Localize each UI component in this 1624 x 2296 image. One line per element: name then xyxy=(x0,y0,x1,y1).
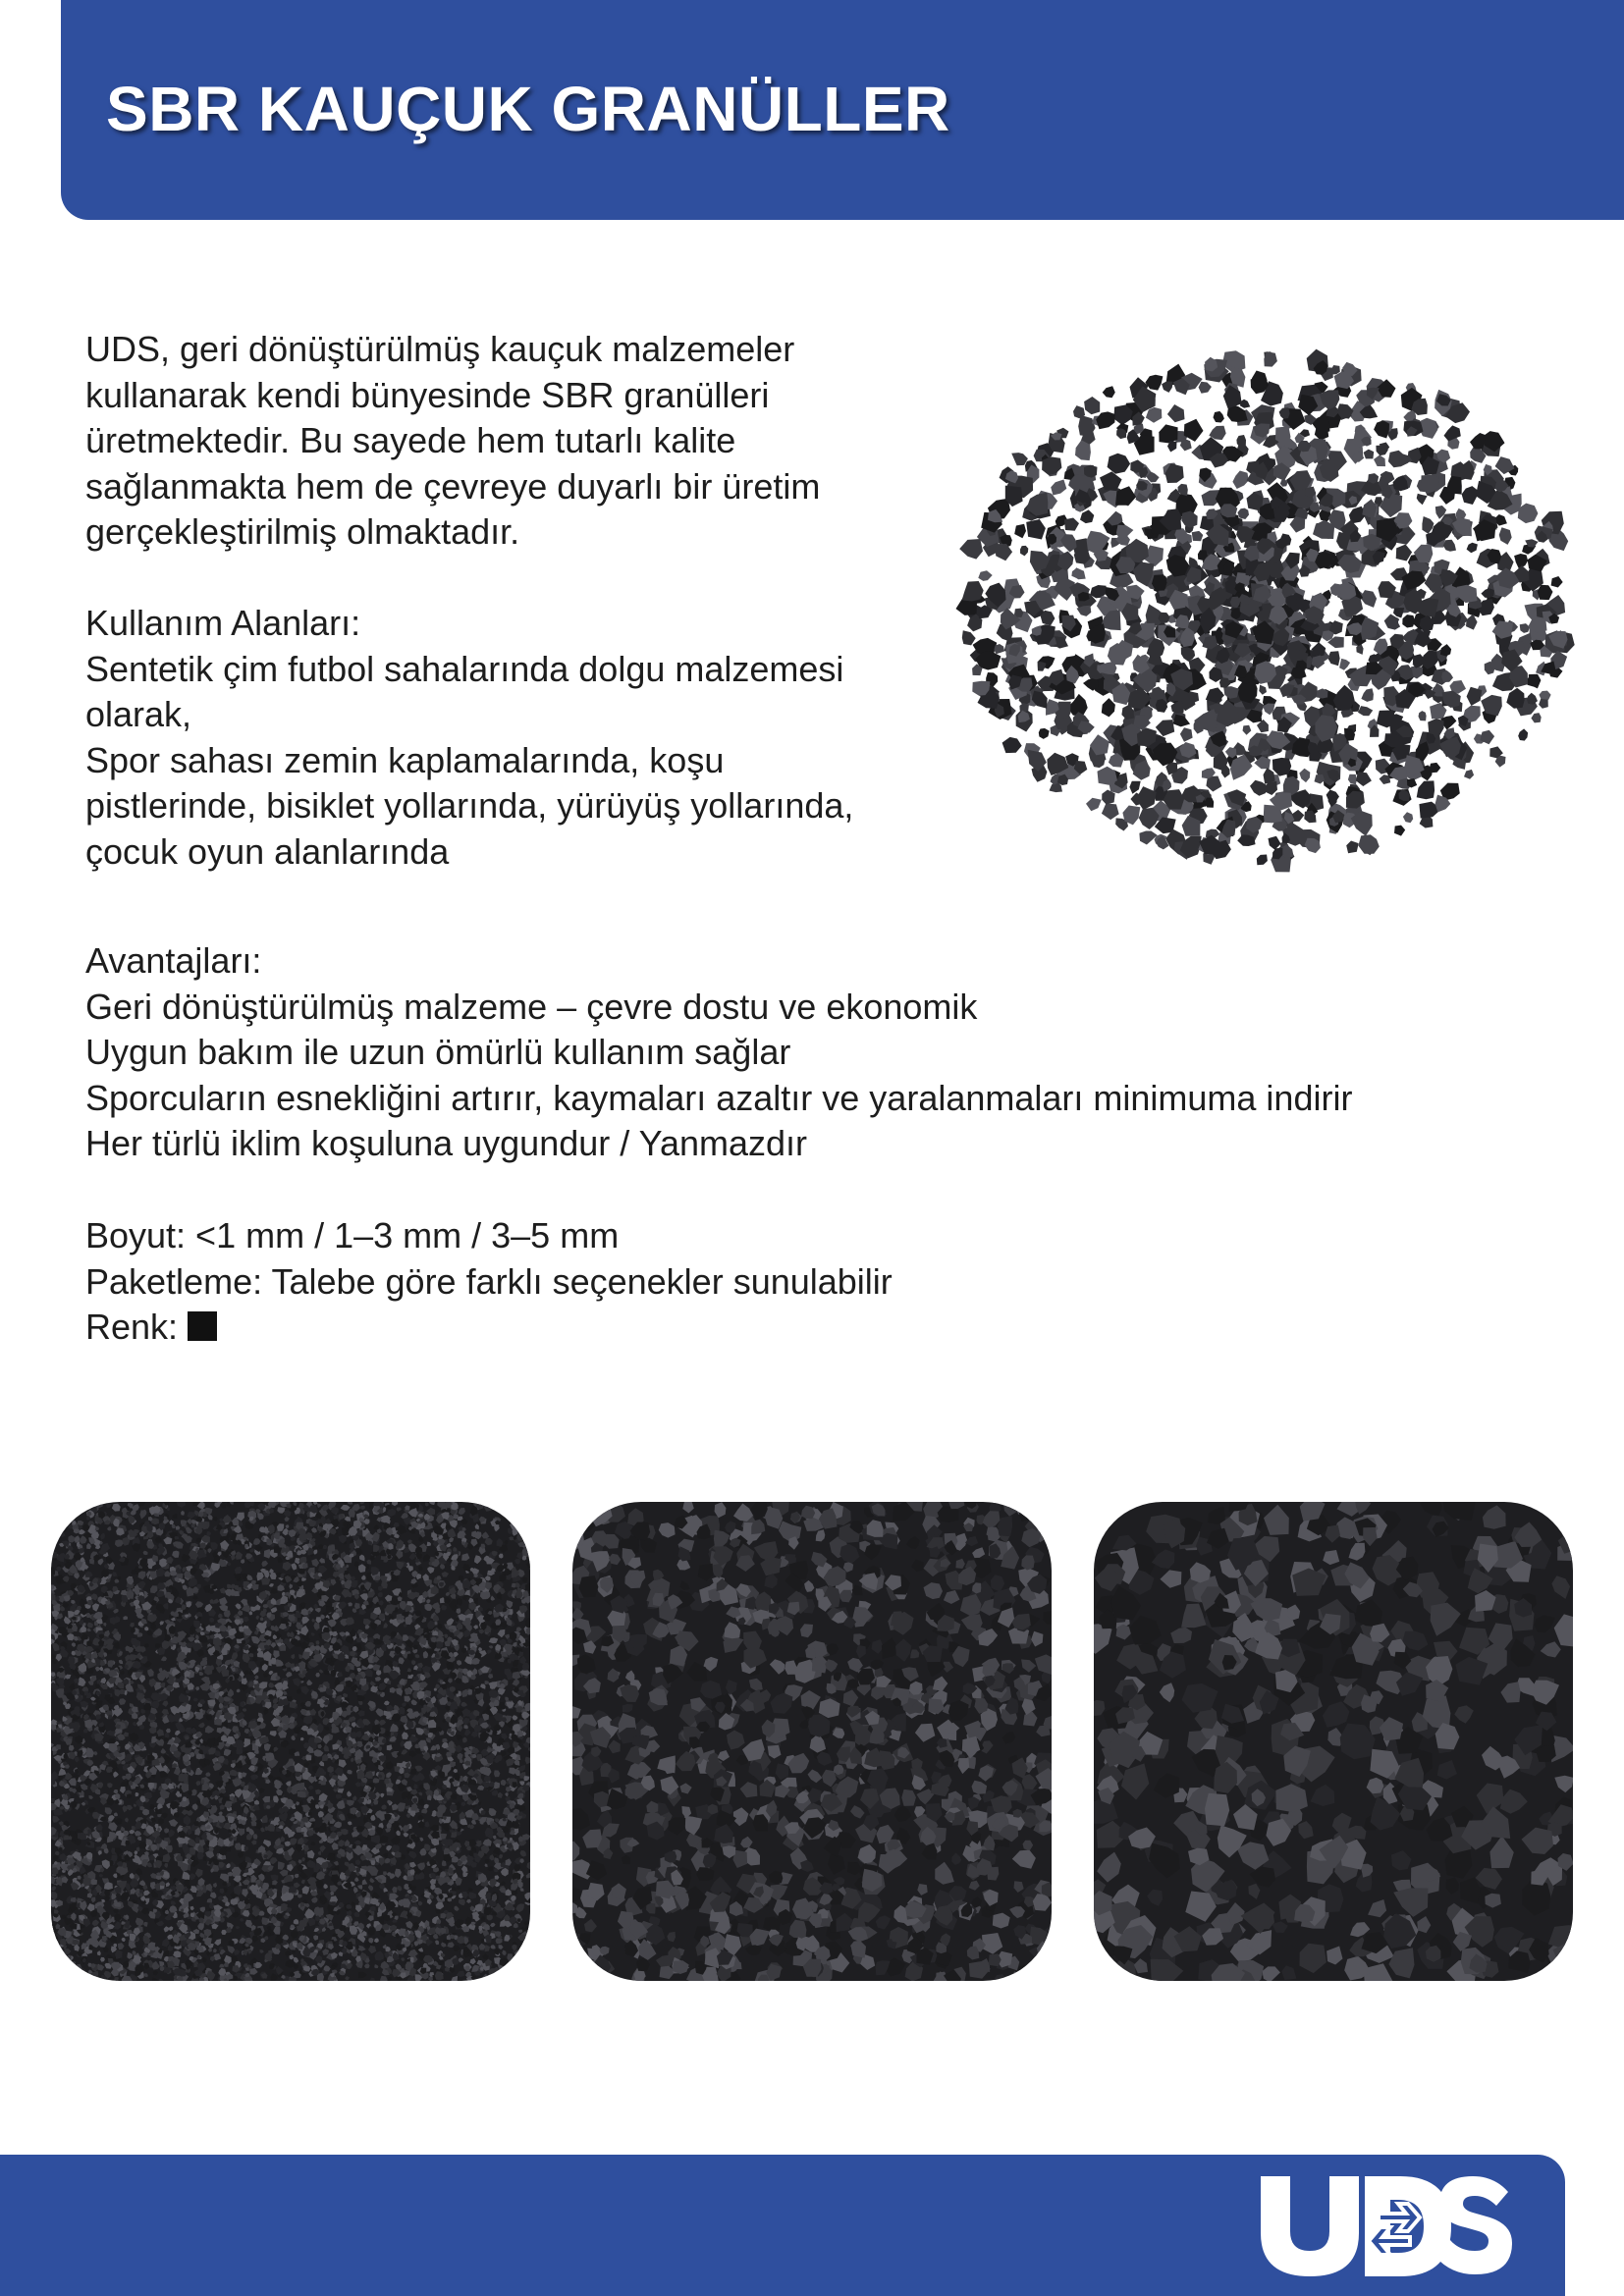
usage-line: çocuk oyun alanlarında xyxy=(85,830,450,872)
color-swatch xyxy=(188,1311,217,1341)
usage-heading: Kullanım Alanları: xyxy=(85,603,361,643)
specs-section xyxy=(85,1213,893,1351)
granule-pile-image xyxy=(933,312,1591,921)
advantage-line: Geri dönüştürülmüş malzeme – çevre dostu ve ekonomik xyxy=(85,986,978,1027)
usage-line: Spor sahası zemin kaplamalarında, koşu xyxy=(85,739,725,780)
coarse-granules-photo xyxy=(1094,1502,1573,1981)
usage-section xyxy=(85,601,853,875)
advantage-line: Uygun bakım ile uzun ömürlü kullanım sağlar xyxy=(85,1032,791,1072)
intro-paragraph xyxy=(85,327,820,556)
color-label: Renk: xyxy=(85,1307,179,1347)
page-title: SBR KAUÇUK GRANÜLLER xyxy=(106,74,950,144)
usage-line: pistlerinde, bisiklet yollarında, yürüyüş yollarında, xyxy=(85,785,854,826)
fine-granules-photo xyxy=(51,1502,530,1981)
coarse-granules-texture xyxy=(1094,1502,1573,1981)
intro-line: üretmektedir. Bu sayede hem tutarlı kalite xyxy=(85,420,736,460)
fine-granules-texture xyxy=(51,1502,530,1981)
medium-granules-texture xyxy=(572,1502,1052,1981)
medium-granules-photo xyxy=(572,1502,1052,1981)
advantages-section xyxy=(85,938,1352,1167)
intro-line: UDS, geri dönüştürülmüş kauçuk malzemeler xyxy=(85,329,795,369)
uds-logo xyxy=(1257,2170,1512,2280)
header-banner xyxy=(61,0,1624,220)
usage-line: olarak, xyxy=(85,694,192,734)
usage-line: Sentetik çim futbol sahalarında dolgu malzemesi xyxy=(85,648,844,689)
intro-line: sağlanmakta hem de çevreye duyarlı bir üretim xyxy=(85,465,821,507)
advantage-line: Her türlü iklim koşuluna uygundur / Yanmazdır xyxy=(85,1123,808,1163)
footer-banner xyxy=(0,2155,1565,2296)
granule-pile-svg xyxy=(933,312,1591,921)
packaging-spec: Paketleme: Talebe göre farklı seçenekler sunulabilir xyxy=(85,1260,893,1302)
advantage-line: Sporcuların esnekliğini artırır, kaymaları azaltır ve yaralanmaları minimuma indirir xyxy=(85,1077,1353,1118)
advantages-heading: Avantajları: xyxy=(85,940,262,981)
intro-line: gerçekleştirilmiş olmaktadır. xyxy=(85,511,520,552)
color-spec xyxy=(85,1305,893,1351)
intro-line: kullanarak kendi bünyesinde SBR granülleri xyxy=(85,374,770,415)
size-spec: Boyut: <1 mm / 1–3 mm / 3–5 mm xyxy=(85,1215,620,1255)
